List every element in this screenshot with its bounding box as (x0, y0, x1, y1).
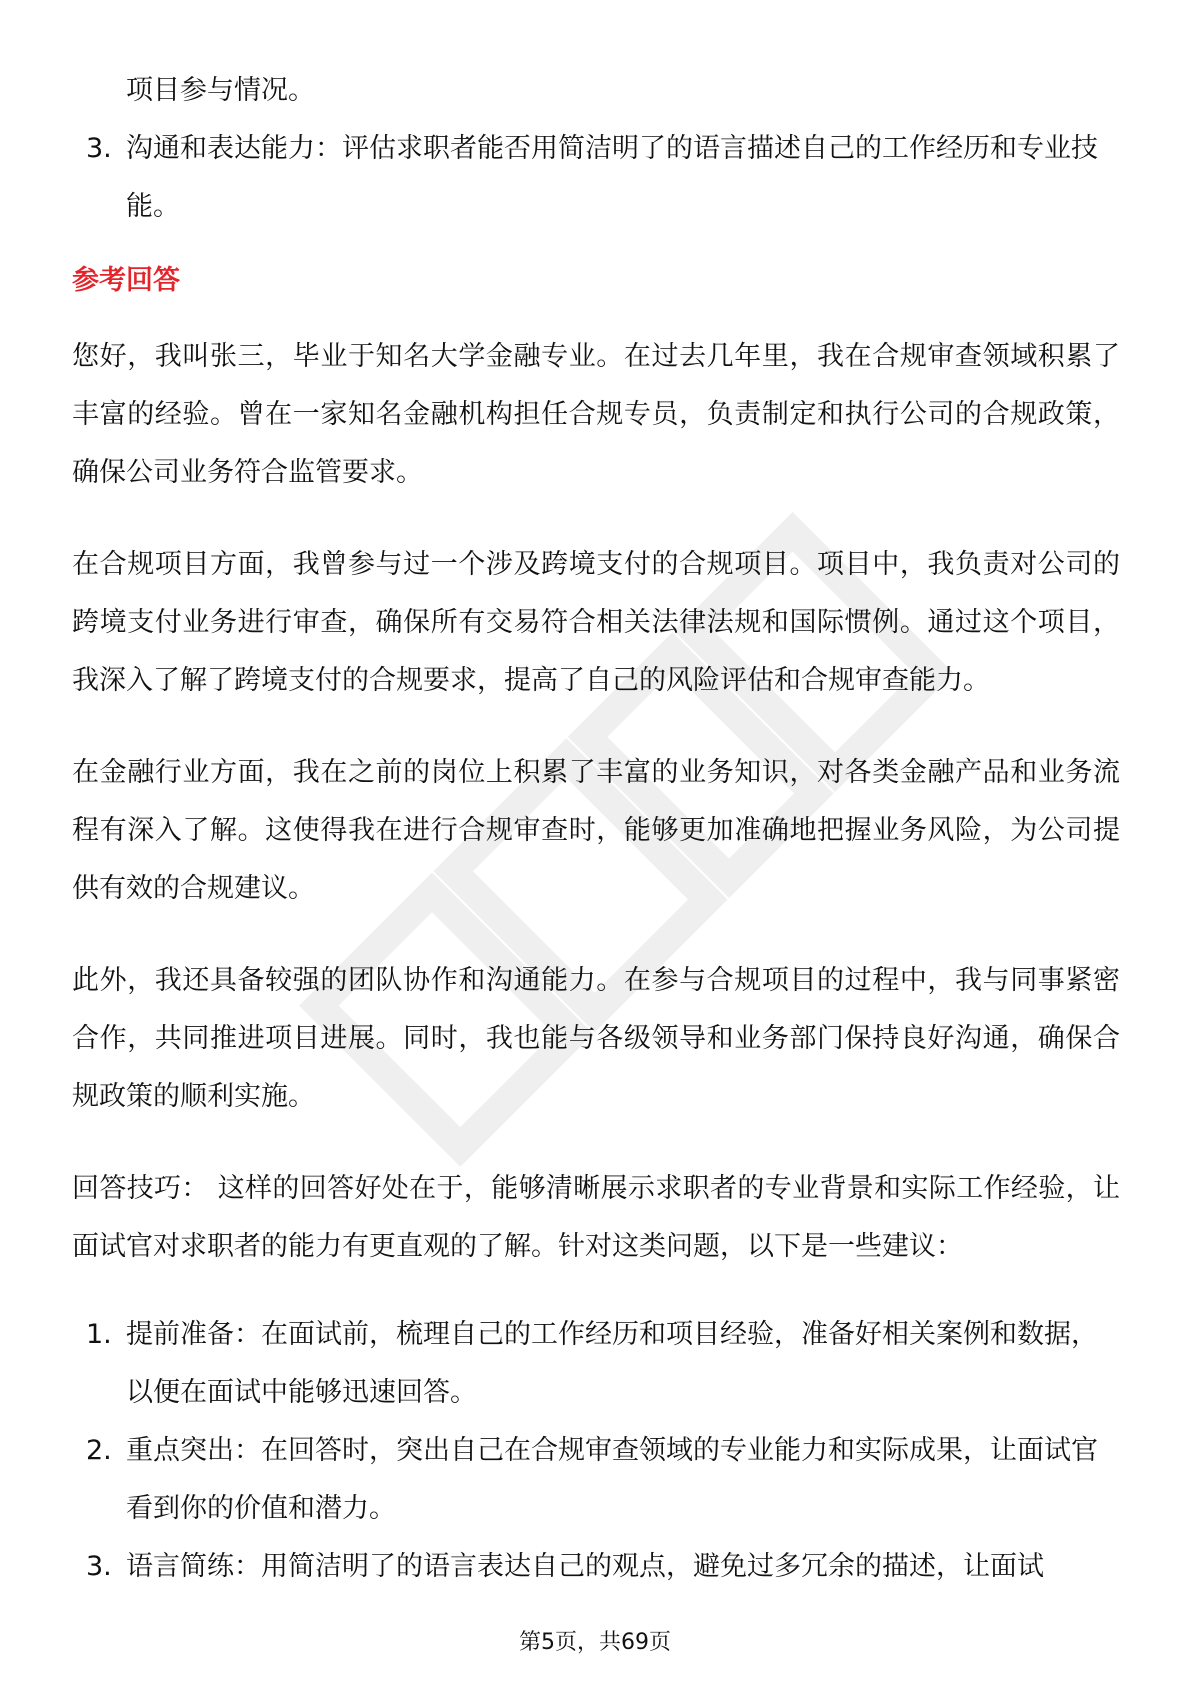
list-item-text: 重点突出：在回答时，突出自己在合规审查领域的专业能力和实际成果，让面试官看到你的价值和潜力。 (126, 1435, 1098, 1524)
list-item-text: 提前准备：在面试前，梳理自己的工作经历和项目经验，准备好相关案例和数据，以便在面试中能够迅速回答。 (126, 1319, 1098, 1408)
list-item-text: 沟通和表达能力：评估求职者能否用简洁明了的语言描述自己的工作经历和专业技能。 (126, 133, 1098, 222)
list-number: 1. (86, 1319, 112, 1350)
list-number: 3. (86, 1551, 112, 1582)
list-item (72, 120, 1120, 236)
list-item (72, 1538, 1120, 1596)
answer-paragraph: 在合规项目方面，我曾参与过一个涉及跨境支付的合规项目。项目中，我负责对公司的跨境支付业务进行审查，确保所有交易符合相关法律法规和国际惯例。通过这个项目，我深入了解了跨境支付的合规要求，提高了自己的风险评估和合规审查能力。 (72, 549, 1120, 696)
list-number: 3. (86, 133, 112, 164)
list-item (72, 1422, 1120, 1538)
page-footer: 第5页，共69页 (519, 1630, 671, 1655)
list-number: 2. (86, 1435, 112, 1466)
tips-list (72, 1306, 1120, 1596)
tip-paragraph: 回答技巧： 这样的回答好处在于，能够清晰展示求职者的专业背景和实际工作经验，让面试官对求职者的能力有更直观的了解。针对这类问题，以下是一些建议： (72, 1173, 1120, 1262)
list-item-text: 语言简练：用简洁明了的语言表达自己的观点，避免过多冗余的描述，让面试 (126, 1551, 1044, 1582)
section-heading: 参考回答 (72, 265, 180, 296)
list-item-continuation: 项目参与情况。 (126, 75, 315, 106)
document-content (72, 62, 1120, 1596)
list-item (72, 1306, 1120, 1422)
answer-paragraph: 在金融行业方面，我在之前的岗位上积累了丰富的业务知识，对各类金融产品和业务流程有深入了解。这使得我在进行合规审查时，能够更加准确地把握业务风险，为公司提供有效的合规建议。 (72, 757, 1120, 904)
answer-paragraph: 此外，我还具备较强的团队协作和沟通能力。在参与合规项目的过程中，我与同事紧密合作，共同推进项目进展。同时，我也能与各级领导和业务部门保持良好沟通，确保合规政策的顺利实施。 (72, 965, 1120, 1112)
answer-paragraph: 您好，我叫张三，毕业于知名大学金融专业。在过去几年里，我在合规审查领域积累了丰富的经验。曾在一家知名金融机构担任合规专员，负责制定和执行公司的合规政策，确保公司业务符合监管要求。 (72, 341, 1120, 488)
